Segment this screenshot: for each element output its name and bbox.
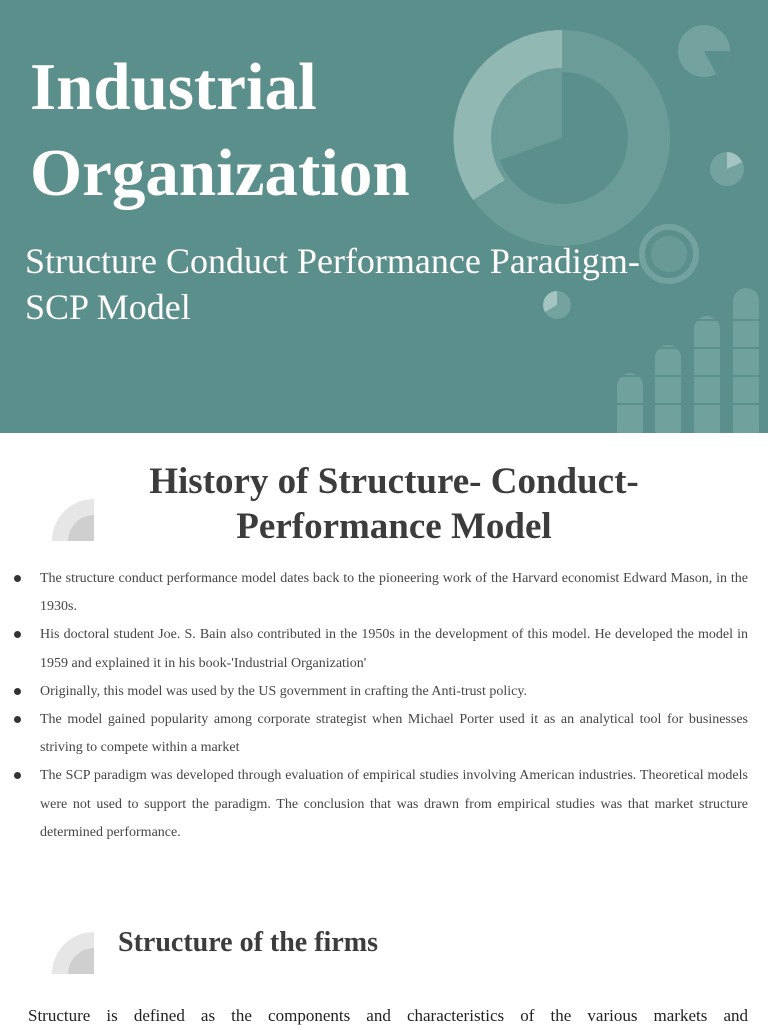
- history-heading-line-2: Performance Model: [236, 506, 552, 547]
- list-item: [0, 706, 768, 762]
- list-item: [0, 678, 768, 706]
- title-banner: [0, 0, 768, 433]
- list-item: [0, 621, 768, 677]
- page-title: [30, 44, 410, 216]
- title-line-2: Organization: [30, 136, 410, 210]
- subtitle-line-2: SCP Model: [25, 287, 191, 327]
- bullet-text: Originally, this model was used by the US government in crafting the Anti-trust policy.: [40, 683, 527, 699]
- bar-4: [733, 288, 759, 433]
- bullet-icon: [14, 688, 21, 695]
- bar-3: [694, 316, 720, 433]
- title-line-1: Industrial: [30, 50, 317, 124]
- bullet-icon: [14, 575, 21, 582]
- bullet-icon: [14, 772, 21, 779]
- structure-heading: Structure of the firms: [118, 927, 378, 958]
- page-subtitle: [25, 238, 725, 330]
- history-heading-line-1: History of Structure- Conduct-: [149, 461, 639, 502]
- bullet-icon: [14, 716, 21, 723]
- section-mark-icon: [52, 499, 96, 543]
- bar-2: [655, 345, 681, 433]
- structure-paragraph: Structure is defined as the components and characteristics of the various markets and: [28, 1006, 748, 1025]
- history-heading: [120, 459, 668, 549]
- bullet-text: The structure conduct performance model dates back to the pioneering work of the Harvard economist Edward Mason, in the 1930s.: [40, 571, 748, 615]
- bullet-text: The model gained popularity among corporate strategist when Michael Porter used it as an analytical tool for businesses striving to compete within a market: [40, 712, 748, 756]
- section-mark-icon: [52, 932, 96, 976]
- subtitle-line-1: Structure Conduct Performance Paradigm-: [25, 241, 640, 281]
- history-bullet-list: [0, 565, 768, 847]
- bullet-icon: [14, 631, 21, 638]
- list-item: [0, 565, 768, 621]
- bullet-text: The SCP paradigm was developed through evaluation of empirical studies involving American industries. Theoretical models were not used to support the paradigm. The conclusion that was drawn from empirical studies was that market structure determined performance.: [40, 768, 748, 840]
- list-item: [0, 762, 768, 847]
- bullet-text: His doctoral student Joe. S. Bain also contributed in the 1950s in the development of this model. He developed the model in 1959 and explained it in his book-'Industrial Organization': [40, 627, 748, 671]
